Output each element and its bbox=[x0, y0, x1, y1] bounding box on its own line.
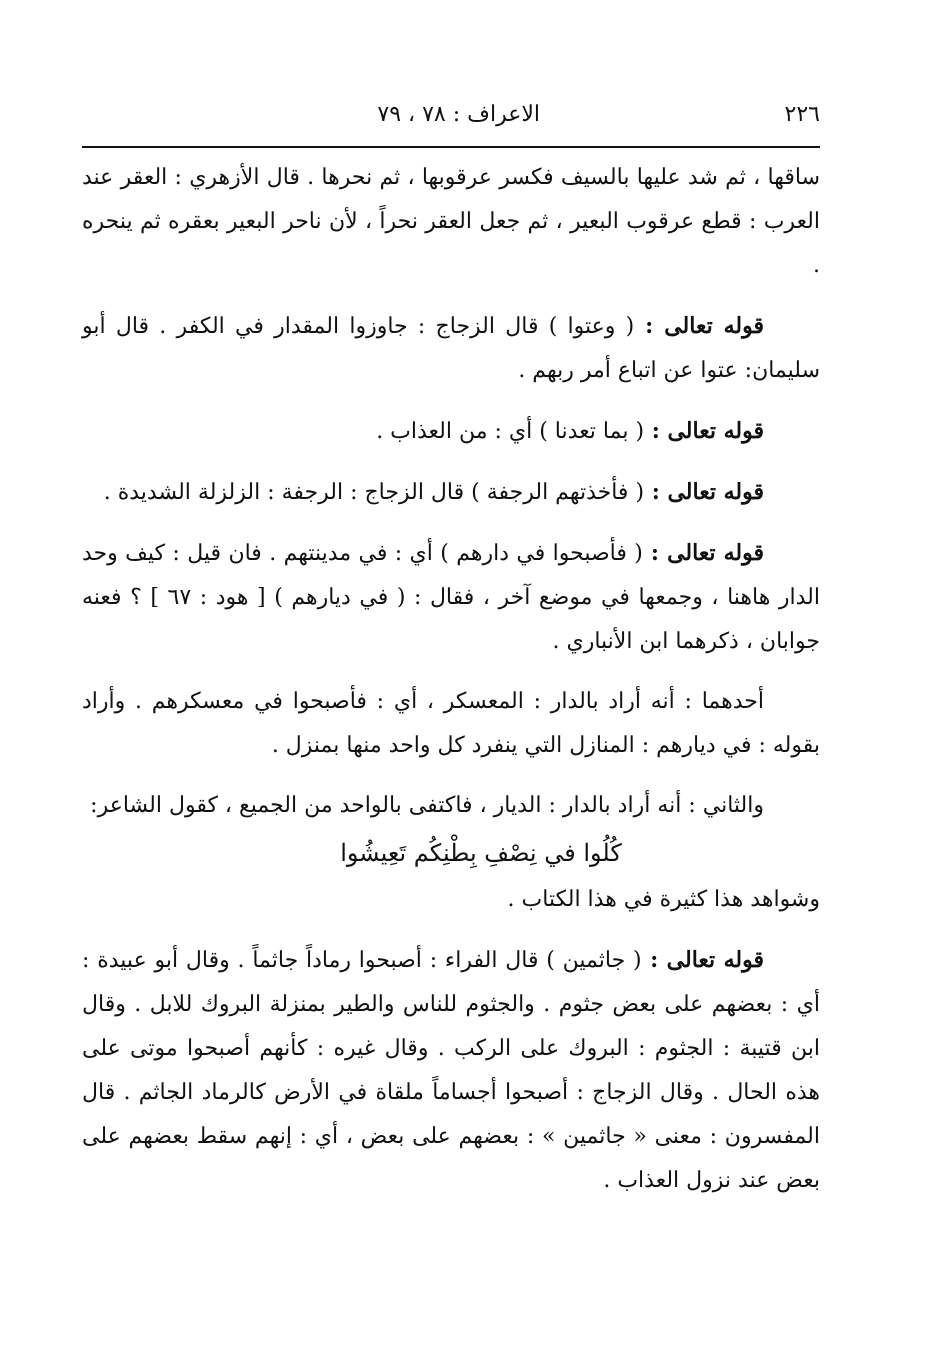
paragraph-text: والثاني : أنه أراد بالدار : الديار ، فاكتفى بالواحد من الجميع ، كقول الشاعر: bbox=[90, 793, 764, 818]
paragraph-8 bbox=[82, 878, 820, 922]
paragraph-5 bbox=[82, 531, 820, 664]
paragraph-text: أحدهما : أنه أراد بالدار : المعسكر ، أي : فأصبحوا في معسكرهم . وأراد بقوله : في ديارهم : المنازل التي ينفرد كل واحد منها بمنزل . bbox=[82, 689, 820, 758]
running-head: الاعراف : ٧٨ ، ٧٩ bbox=[377, 102, 540, 127]
poetry-verse bbox=[82, 828, 820, 878]
paragraph-3 bbox=[82, 409, 820, 454]
header-rule bbox=[82, 146, 820, 148]
paragraph-7 bbox=[82, 784, 820, 828]
verse-label: قوله تعالى : bbox=[641, 947, 764, 973]
paragraph-4 bbox=[82, 470, 820, 515]
page-body bbox=[82, 156, 820, 1219]
paragraph-9 bbox=[82, 938, 820, 1203]
page-header bbox=[82, 96, 820, 140]
paragraph-text: وشواهد هذا كثيرة في هذا الكتاب . bbox=[507, 887, 820, 912]
page-number: ٢٢٦ bbox=[784, 102, 820, 127]
paragraph-text: ( بما تعدنا ) أي : من العذاب . bbox=[376, 419, 645, 444]
paragraph-text: ( وعتوا ) قال الزجاج : جاوزوا المقدار في الكفر . قال أبو سليمان: عتوا عن اتباع أمر ربهم . bbox=[82, 314, 820, 383]
paragraph-text: ( فأخذتهم الرجفة ) قال الزجاج : الرجفة : الزلزلة الشديدة . bbox=[103, 480, 645, 505]
paragraph-text: ساقها ، ثم شد عليها بالسيف فكسر عرقوبها ، ثم نحرها . قال الأزهري : العقر عند العرب : قطع عرقوب البعير ، ثم جعل العقر نحراً ، لأن ناحر البعير بعقره ثم ينحره . bbox=[82, 165, 820, 278]
paragraph-2 bbox=[82, 304, 820, 393]
verse-label: قوله تعالى : bbox=[644, 479, 764, 505]
paragraph-1 bbox=[82, 156, 820, 288]
verse-text: كُلُوا في نِصْفِ بِطْنِكُم تَعِيشُوا bbox=[340, 839, 622, 867]
verse-label: قوله تعالى : bbox=[642, 540, 764, 566]
verse-label: قوله تعالى : bbox=[644, 418, 764, 444]
paragraph-text: ( فأصبحوا في دارهم ) أي : في مدينتهم . فان قيل : كيف وحد الدار هاهنا ، وجمعها في موضع آخر ، فقال : ( في ديارهم ) [ هود : ٦٧ ] ؟ فعنه جوابان ، ذكرهما ابن الأنباري . bbox=[82, 541, 820, 654]
paragraph-6 bbox=[82, 680, 820, 768]
verse-label: قوله تعالى : bbox=[634, 313, 764, 339]
paragraph-text: ( جاثمين ) قال الفراء : أصبحوا رماداً جاثماً . وقال أبو عبيدة : أي : بعضهم على بعض جثوم . والجثوم للناس والطير بمنزلة البروك للابل . وقال ابن قتيبة : الجثوم : البروك على الركب . وقال غيره : كأنهم أصبحوا موتى على هذه الحال . وقال الزجاج : أصبحوا أجساماً ملقاة في الأرض كالرماد الجاثم . قال المفسرون : معنى « جاثمين » : بعضهم على بعض ، أي : إنهم سقط بعضهم على بعض عند نزول العذاب . bbox=[82, 948, 820, 1193]
